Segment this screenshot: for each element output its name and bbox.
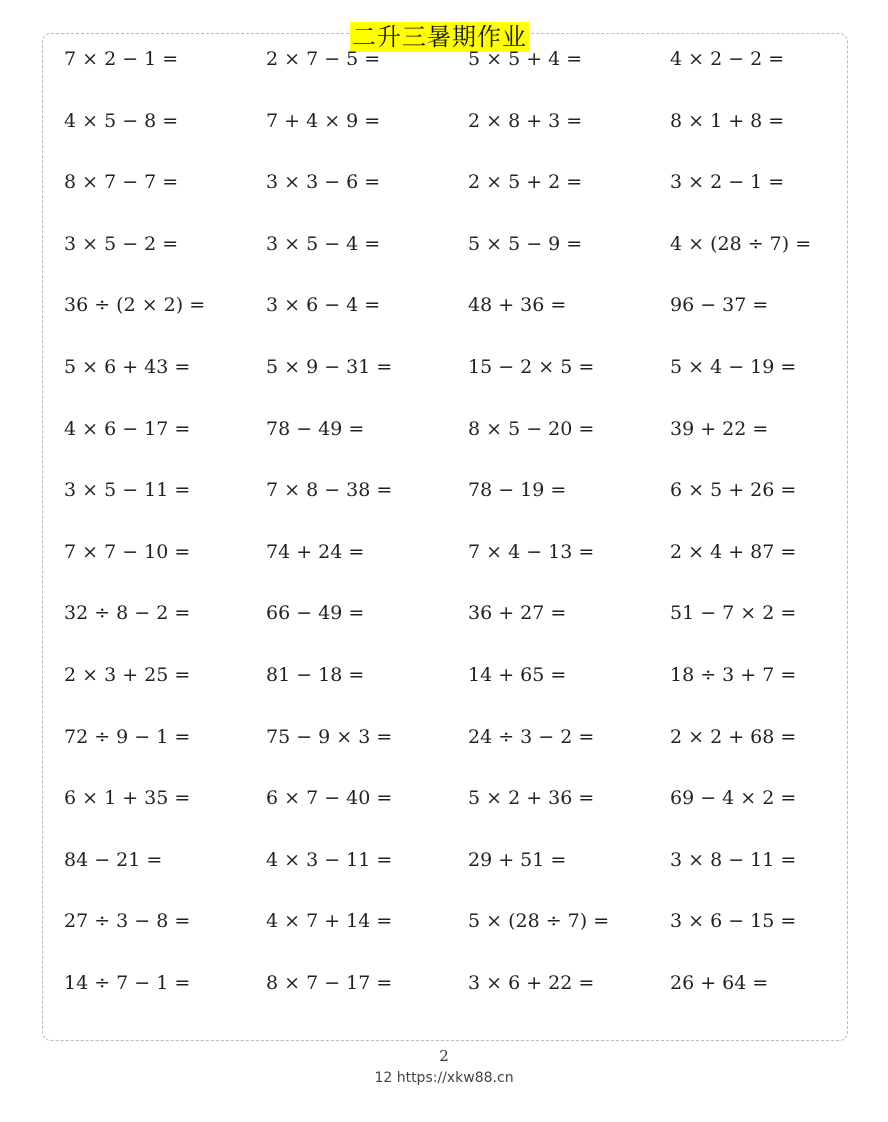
math-problem: 96 − 37 = [670,294,769,316]
math-problem: 74 + 24 = [266,541,365,563]
math-problem: 18 ÷ 3 + 7 = [670,664,797,686]
math-problem: 84 − 21 = [64,849,163,871]
math-problem: 48 + 36 = [468,294,567,316]
math-problem: 78 − 19 = [468,479,567,501]
math-problem: 14 ÷ 7 − 1 = [64,972,191,994]
math-problem: 8 × 7 − 17 = [266,972,393,994]
page-number: 2 [439,1047,449,1065]
math-problem: 15 − 2 × 5 = [468,356,595,378]
math-problem: 2 × 8 + 3 = [468,110,583,132]
math-problem: 5 × 9 − 31 = [266,356,393,378]
math-problem: 3 × 3 − 6 = [266,171,381,193]
math-problem: 8 × 5 − 20 = [468,418,595,440]
math-problem: 24 ÷ 3 − 2 = [468,726,595,748]
math-problem: 2 × 4 + 87 = [670,541,797,563]
math-problem: 3 × 5 − 4 = [266,233,381,255]
math-problem: 4 × 5 − 8 = [64,110,179,132]
math-problem: 2 × 2 + 68 = [670,726,797,748]
math-problem: 36 + 27 = [468,602,567,624]
math-problem: 4 × 3 − 11 = [266,849,393,871]
math-problem: 4 × 2 − 2 = [670,48,785,70]
math-problem: 39 + 22 = [670,418,769,440]
math-problem: 72 ÷ 9 − 1 = [64,726,191,748]
math-problem: 5 × 5 − 9 = [468,233,583,255]
math-problem: 81 − 18 = [266,664,365,686]
math-problem: 7 + 4 × 9 = [266,110,381,132]
math-problem: 3 × 2 − 1 = [670,171,785,193]
math-problem: 3 × 8 − 11 = [670,849,797,871]
math-problem: 6 × 7 − 40 = [266,787,393,809]
math-problem: 78 − 49 = [266,418,365,440]
math-problem: 5 × 5 + 4 = [468,48,583,70]
math-problem: 26 + 64 = [670,972,769,994]
math-problem: 6 × 5 + 26 = [670,479,797,501]
math-problem: 3 × 6 − 15 = [670,910,797,932]
math-problem: 5 × 2 + 36 = [468,787,595,809]
math-problem: 51 − 7 × 2 = [670,602,797,624]
math-problem: 6 × 1 + 35 = [64,787,191,809]
math-problem: 8 × 7 − 7 = [64,171,179,193]
math-problem: 7 × 4 − 13 = [468,541,595,563]
math-problem: 32 ÷ 8 − 2 = [64,602,191,624]
math-problem: 5 × 6 + 43 = [64,356,191,378]
math-problem: 2 × 7 − 5 = [266,48,381,70]
math-problem: 3 × 5 − 2 = [64,233,179,255]
math-problem: 8 × 1 + 8 = [670,110,785,132]
math-problem: 3 × 5 − 11 = [64,479,191,501]
page-title: 二升三暑期作业 [352,23,527,51]
math-problem: 2 × 5 + 2 = [468,171,583,193]
footer-source: 12 https://xkw88.cn [374,1070,514,1086]
math-problem: 4 × (28 ÷ 7) = [670,233,812,255]
math-problem: 3 × 6 − 4 = [266,294,381,316]
math-problem: 7 × 7 − 10 = [64,541,191,563]
math-problem: 36 ÷ (2 × 2) = [64,294,206,316]
math-problem: 27 ÷ 3 − 8 = [64,910,191,932]
math-problem: 2 × 3 + 25 = [64,664,191,686]
math-problem: 4 × 6 − 17 = [64,418,191,440]
math-problem: 5 × (28 ÷ 7) = [468,910,610,932]
math-problem: 75 − 9 × 3 = [266,726,393,748]
math-problem: 66 − 49 = [266,602,365,624]
math-problem: 7 × 2 − 1 = [64,48,179,70]
math-problem: 5 × 4 − 19 = [670,356,797,378]
math-problem: 7 × 8 − 38 = [266,479,393,501]
math-problem: 29 + 51 = [468,849,567,871]
math-problem: 4 × 7 + 14 = [266,910,393,932]
math-problem: 69 − 4 × 2 = [670,787,797,809]
math-problem: 3 × 6 + 22 = [468,972,595,994]
math-problem: 14 + 65 = [468,664,567,686]
